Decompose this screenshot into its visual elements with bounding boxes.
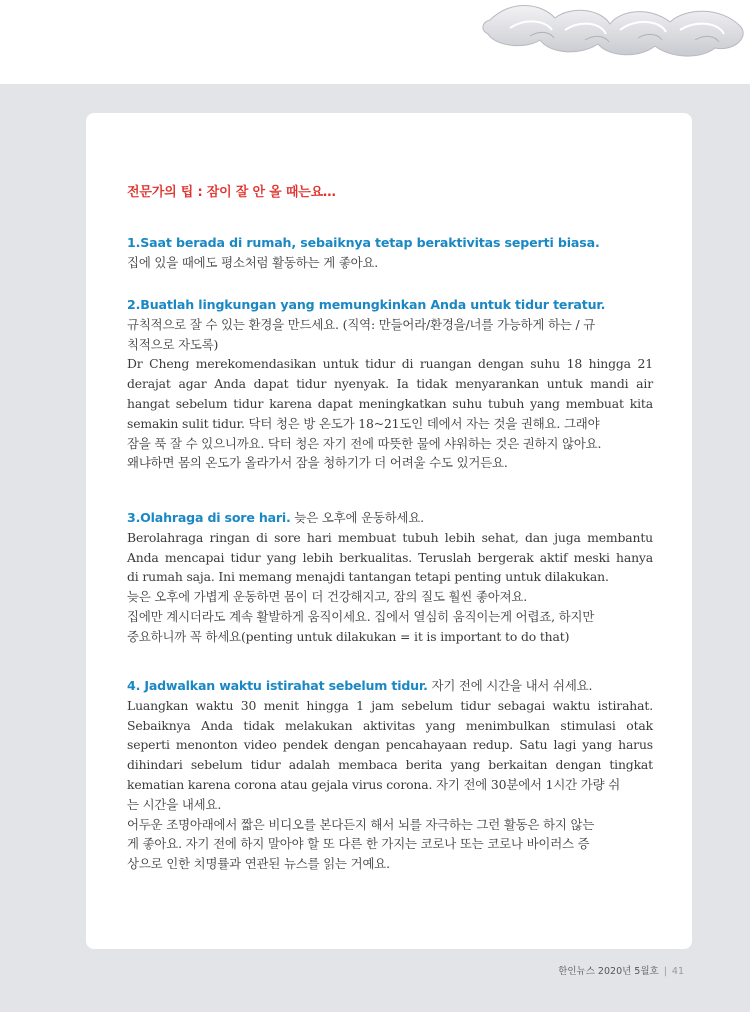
section-4-line: 게 좋아요. 자기 전에 하지 말아야 할 또 다른 한 가지는 코로나 또는 코로나 바이러스 증 [127, 836, 590, 852]
section-4-line: 는 시간을 내세요. [127, 796, 222, 812]
section-4 [127, 676, 653, 874]
section-2-line: derajat agar Anda dapat tidur nyenyak. Ia tidak menyarankan untuk mandi air [127, 376, 653, 392]
section-3-line: 중요하니까 꼭 하세요(penting untuk dilakukan = it is important to do that) [127, 628, 570, 644]
section-3-heading-korean: 늦은 오후에 운동하세요. [290, 510, 424, 525]
section-3-heading: 3.Olahraga di sore hari. [127, 510, 291, 525]
section-3-line: di rumah saja. Ini memang menajdi tantangan tetapi penting untuk dilakukan. [127, 569, 609, 585]
section-4-line: Sebaiknya Anda tidak melakukan aktivitas yang menimbulkan stimulasi otak [127, 717, 653, 733]
section-2-line: 잠을 푹 잘 수 있으니까요. 닥터 청은 자기 전에 따뜻한 물에 샤워하는 것은 권하지 않아요. [127, 435, 602, 451]
cloud-pattern-icon [470, 0, 750, 62]
section-2-line: 규칙적으로 잘 수 있는 환경을 만드세요. (직역: 만들어라/환경을/너를 가능하게 하는 / 규 [127, 316, 596, 332]
section-1 [127, 233, 653, 273]
section-4-heading-korean: 자기 전에 시간을 내서 쉬세요. [427, 678, 593, 693]
section-2 [127, 295, 653, 473]
section-3 [127, 508, 653, 647]
footer-separator: | [663, 966, 667, 977]
section-3-line: 늦은 오후에 가볍게 운동하면 몸이 더 건강해지고, 잠의 질도 훨씬 좋아져요. [127, 589, 528, 605]
page-footer [558, 963, 684, 977]
section-2-line: hangat sebelum tidur karena dapat meningkatkan suhu tubuh yang membuat kita [127, 395, 653, 411]
section-4-line: kematian karena corona atau gejala virus corona. 자기 전에 30분에서 1시간 가량 쉬 [127, 776, 621, 792]
section-2-line: 칙적으로 자도록) [127, 336, 219, 352]
section-3-line: Berolahraga ringan di sore hari membuat tubuh lebih sehat, dan juga membantu [127, 529, 653, 545]
section-3-line: Anda mencapai tidur yang lebih berkualitas. Teruslah bergerak aktif meski hanya [127, 549, 653, 565]
section-4-line: seperti menonton video pendek dengan pencahayaan redup. Satu lagi yang harus [127, 737, 653, 753]
section-1-line: 집에 있을 때에도 평소처럼 활동하는 게 좋아요. [127, 254, 379, 270]
section-1-heading: 1.Saat berada di rumah, sebaiknya tetap beraktivitas seperti biasa. [127, 235, 600, 250]
top-header-band [0, 0, 750, 84]
section-2-line: 왜냐하면 몸의 온도가 올라가서 잠을 청하기가 더 어려울 수도 있거든요. [127, 455, 508, 471]
publication-name: 한인뉴스 2020년 5월호 [558, 966, 659, 977]
section-3-line: 집에만 계시더라도 계속 활발하게 움직이세요. 집에서 열심히 움직이는게 어렵죠, 하지만 [127, 608, 595, 624]
section-2-line: semakin sulit tidur. 닥터 청은 방 온도가 18~21도인 데에서 자는 것을 권해요. 그래야 [127, 415, 600, 431]
section-2-line: Dr Cheng merekomendasikan untuk tidur di ruangan dengan suhu 18 hingga 21 [127, 356, 653, 372]
section-4-line: dihindari sebelum tidur adalah membaca berita yang berkaitan dengan tingkat [127, 757, 653, 773]
tip-title: 전문가의 팁 : 잠이 잘 안 올 때는요… [127, 185, 336, 200]
section-4-line: 어두운 조명아래에서 짧은 비디오를 본다든지 해서 뇌를 자극하는 그런 활동은 하지 않는 [127, 816, 595, 832]
section-4-heading: 4. Jadwalkan waktu istirahat sebelum tidur. [127, 678, 428, 693]
page-number: 41 [671, 966, 684, 977]
section-4-line: 상으로 인한 치명률과 연관된 뉴스를 읽는 거예요. [127, 856, 390, 872]
section-4-line: Luangkan waktu 30 menit hingga 1 jam sebelum tidur sebagai waktu istirahat. [127, 697, 653, 713]
section-2-heading: 2.Buatlah lingkungan yang memungkinkan Anda untuk tidur teratur. [127, 297, 606, 312]
